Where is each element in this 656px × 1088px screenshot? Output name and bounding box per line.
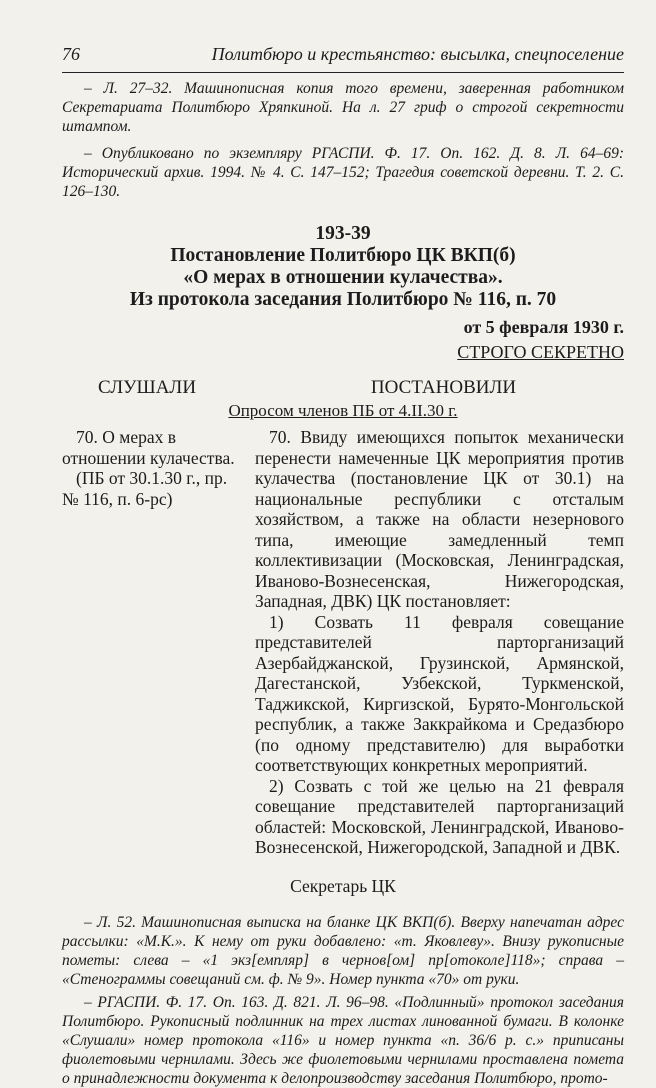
column-headings	[62, 377, 624, 399]
heard-reference: (ПБ от 30.1.30 г., пр. № 116, п. 6-рс)	[62, 468, 228, 509]
source-notes-top	[62, 79, 624, 201]
document-title-line: Постановление Политбюро ЦК ВКП(б)	[170, 245, 516, 266]
document-page	[62, 44, 624, 1088]
document-heading	[62, 223, 624, 311]
source-note: – Л. 27–32. Машинописная копия того времени, заверенная работником Секретариата Политбюро Хряпкиной. На л. 27 гриф о строгой секретности штампом.	[62, 80, 624, 135]
resolved-paragraph: 1) Созвать 11 февраля совещание представителей парторганизаций Азербайджанской, Грузинской, Армянской, Дагестанской, Узбекской, Туркменской, Таджикской, Киргизской, Бурято-Монгольской республик, а также Заккрайкома и Средазбюро (по одному представителю) для выработки соответствующих конкретных мероприятий.	[255, 611, 624, 775]
minutes-columns	[62, 427, 624, 858]
heard-item: 70. О мерах в отношении кулачества.	[62, 427, 235, 468]
poll-note: Опросом членов ПБ от 4.II.30 г.	[228, 401, 458, 420]
document-date: от 5 февраля 1930 г.	[463, 317, 624, 337]
document-number: 193-39	[315, 223, 371, 244]
document-title-line: «О мерах в отношении кулачества».	[183, 267, 503, 288]
source-note: – Л. 52. Машинописная выписка на бланке ЦК ВКП(б). Вверху напечатан адрес рассылки: «М.К.». К нему от руки добавлено: «т. Яковлеву». Внизу рукописные пометы: слева – «1 экз[емпляр] в чернов[ом] пр[отоколе]118»; справа – «Стенограммы совещаний см. ф. № 9». Номер пункта «70» от руки.	[62, 913, 624, 988]
resolved-column	[255, 427, 624, 858]
source-note: – РГАСПИ. Ф. 17. Оп. 163. Д. 821. Л. 96–98. «Подлинный» протокол заседания Политбюро. Рукописный подлинник на трех листах линованной бумаги. В колонке «Слушали» номер протокола «116» и номер пункта «п. 36/6 р. с.» приписаны фиолетовыми чернилами. Здесь же фиолетовыми чернилами проставлена помета о принадлежности документа к делопроизводству заседания Политбюро, прото-	[62, 993, 624, 1087]
document-title-line: Из протокола заседания Политбюро № 116, п. 70	[129, 289, 557, 310]
heading-heard: СЛУШАЛИ	[98, 377, 197, 398]
classification-stamp: СТРОГО СЕКРЕТНО	[457, 342, 624, 362]
resolved-paragraph: 2) Созвать с той же целью на 21 февраля совещание представителей парторганизаций областей: Московской, Ленинградской, Иваново-Вознесенской, Нижегородской, Западной и ДВК.	[255, 775, 624, 857]
heard-column	[62, 427, 247, 858]
page-number: 76	[62, 44, 80, 64]
source-note: – Опубликовано по экземпляру РГАСПИ. Ф. 17. Оп. 162. Д. 8. Л. 64–69: Исторический архив. 1994. № 4. С. 147–152; Трагедия советской деревни. Т. 2. С. 126–130.	[62, 145, 624, 200]
heading-resolved: ПОСТАНОВИЛИ	[370, 377, 517, 398]
signature-line: Секретарь ЦК	[290, 875, 396, 896]
running-header	[62, 44, 624, 73]
source-notes-bottom	[62, 913, 624, 1088]
resolved-paragraph: 70. Ввиду имеющихся попыток механически перенести намеченные ЦК мероприятия против кулачества (постановление ЦК от 30.1) на национальные республики с отсталым хозяйством, а также на области незернового типа, имеющие замедленный темп коллективизации (Московская, Ленинградская, Иваново-Вознесенская, Нижегородская, Западная, ДВК) ЦК постановляет:	[255, 427, 624, 611]
running-title: Политбюро и крестьянство: высылка, спецпоселение	[211, 44, 624, 64]
